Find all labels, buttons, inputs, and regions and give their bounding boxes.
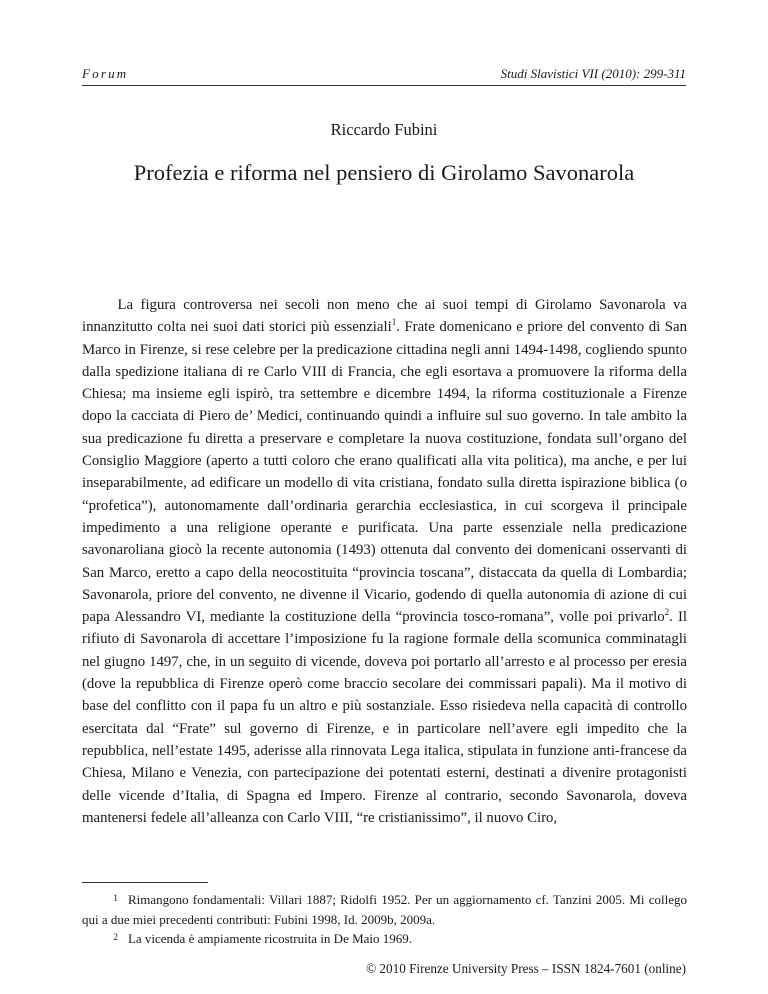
- body-text-segment: La figura controversa nei secoli non meno che ai suoi tempi di Girolamo Savonarola va innanzitutto colta nei suoi dati storici più essenziali: [82, 297, 687, 336]
- body-text-segment: . Frate domenicano e priore del convento di San Marco in Firenze, si rese celebre per la predicazione cittadina negli anni 1494-1498, cogliendo spunto dalla spedizione italiana di re Carlo VIII di Francia, che egli esortava a promuovere la riforma della Chiesa; ma insieme egli ispirò, tra settembre e dicembre 1494, la riforma costituzionale a Firenze dopo la cacciata di Piero de’ Medici, continuando quindi a influire sul suo governo. In tale ambito la sua predicazione fu diretta a preservare e completare la nuova costituzione, fondata sull’organo del Consiglio Maggiore (aperto a tutti coloro che erano qualificati alla vita politica), ma anche, e per lui inseparabilmente, ad edificare un modello di vita cristiana, fondato sulla diretta ispirazione biblica (o “profetica”), autonomamente dall’ordinaria gerarchia ecclesiastica, in cui scorgeva il principale impedimento a una religione operante e purificata. Una parte essenziale nella predicazione savonaroliana giocò la recente autonomia (1493) ottenuta dal convento dei domenicani osservanti di San Marco, eretto a capo della neocostituita “provincia toscana”, distaccata da quella di Lombardia; Savonarola, priore del convento, ne divenne il Vicario, godendo di quella autonomia di azione di cui papa Alessandro VI, mediante la costituzione della “provincia tosco-romana”, volle poi privarlo: [82, 319, 687, 626]
- footnote-separator: [82, 882, 208, 883]
- footnote-text: Rimangono fondamentali: Villari 1887; Ridolfi 1952. Per un aggiornamento cf. Tanzini 2005. Mi collego qui a due miei precedenti contributi: Fubini 1998, Id. 2009b, 2009a.: [82, 892, 687, 927]
- footnotes: [82, 890, 687, 949]
- footnote-ref-2[interactable]: 2: [664, 607, 670, 618]
- footnote: [82, 890, 687, 929]
- body-paragraph: [82, 294, 687, 829]
- running-header: [82, 62, 686, 86]
- section-label: Forum: [82, 66, 129, 81]
- footnote-text: La vicenda è ampiamente ricostruita in De Maio 1969.: [127, 931, 413, 946]
- body-text-segment: . Il rifiuto di Savonarola di accettare l’imposizione fu la ragione formale della scomunica comminatagli nel giugno 1497, che, in un seguito di vicende, doveva poi portarlo all’arresto e al processo per eresia (dove la repubblica di Firenze operò come braccio secolare dei commissari papali). Ma il motivo di base del conflitto con il papa fu un altro e più sostanziale. Esso risiedeva nella capacità di controllo esercitata dal “Frate” sul governo di Firenze, e in particolare nell’avere egli impedito che la repubblica, nell’estate 1495, aderisse alla rinnovata Lega italica, stipulata in funzione anti-francese da Chiesa, Milano e Venezia, con partecipazione dei potentati esterni, destinati a divenire protagonisti delle vicende d’Italia, di Spagna ed Impero. Firenze al contrario, secondo Savonarola, doveva mantenersi fedele all’alleanza con Carlo VIII, “re cristianissimo”, il nuovo Ciro,: [82, 609, 688, 826]
- article-author: Riccardo Fubini: [330, 120, 438, 139]
- footnote: [82, 929, 687, 949]
- journal-citation: Studi Slavistici VII (2010): 299-311: [500, 66, 686, 81]
- footnote-ref-1[interactable]: 1: [391, 317, 397, 328]
- footnote-number: 2: [113, 933, 118, 943]
- article-title: Profezia e riforma nel pensiero di Girolamo Savonarola: [133, 160, 635, 185]
- article-body: [82, 294, 687, 829]
- footnote-number: 1: [113, 894, 118, 904]
- header-rule: [82, 85, 686, 86]
- copyright-footer: © 2010 Firenze University Press – ISSN 1824-7601 (online): [366, 961, 686, 976]
